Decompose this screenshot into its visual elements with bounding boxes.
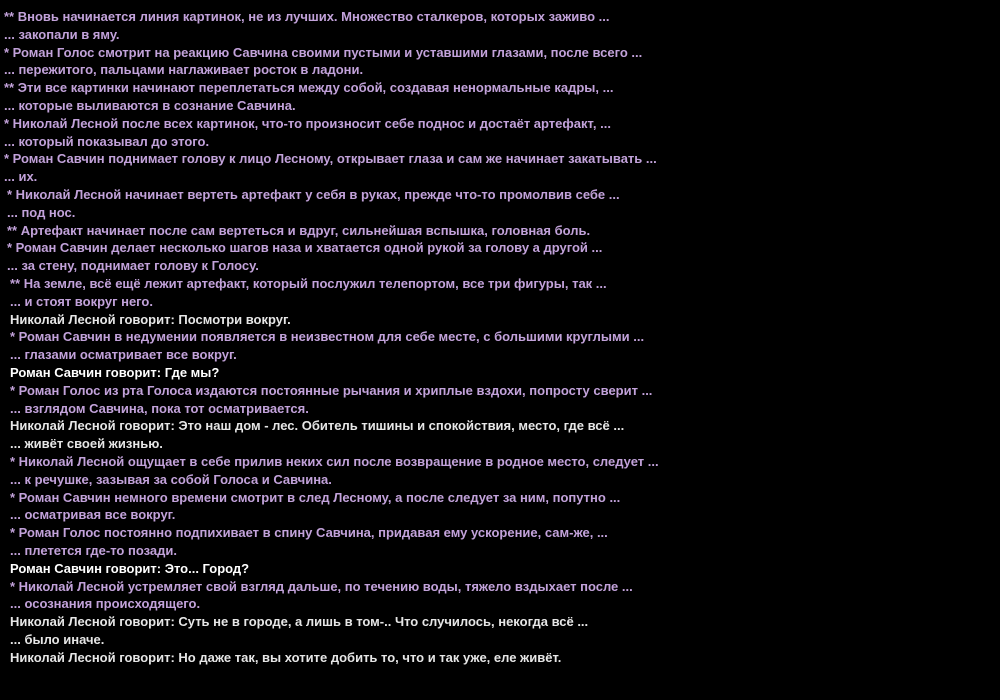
chat-line-action: * Николай Лесной устремляет свой взгляд дальше, по течению воды, тяжело вздыхает после ...: [10, 578, 633, 594]
chat-line-speech: Роман Савчин говорит: Это... Город?: [10, 560, 250, 576]
chat-line-action: ... который показывал до этого.: [4, 133, 210, 149]
chat-line-action: ... пережитого, пальцами наглаживает росток в ладони.: [4, 62, 364, 78]
chat-line-action: * Николай Лесной после всех картинок, что-то произносит себе поднос и достаёт артефакт, ...: [4, 115, 611, 131]
chat-line-action: * Роман Голос смотрит на реакцию Савчина своими пустыми и уставшими глазами, после всего ...: [4, 44, 643, 60]
chat-line-action: ** Эти все картинки начинают переплетаться между собой, создавая ненормальные кадры, ...: [4, 80, 614, 96]
chat-log: [0, 8, 1000, 666]
chat-line-action: ... под нос.: [7, 204, 76, 220]
chat-line-speech: Николай Лесной говорит: Но даже так, вы хотите добить то, что и так уже, еле живёт.: [10, 649, 562, 665]
chat-line-action: ... за стену, поднимает голову к Голосу.: [7, 258, 259, 274]
chat-line-action: * Роман Савчин немного времени смотрит в след Лесному, а после следует за ним, попутно ...: [10, 489, 621, 505]
chat-line-action: ... их.: [4, 169, 38, 185]
chat-line-action: ** Вновь начинается линия картинок, не из лучших. Множество сталкеров, которых заживо ...: [4, 9, 610, 24]
chat-line-action: ... плетется где-то позади.: [10, 542, 177, 558]
chat-line-action: * Роман Савчин поднимает голову к лицо Лесному, открывает глаза и сам же начинает закатывать ...: [4, 151, 657, 167]
chat-line-action: ... и стоят вокруг него.: [10, 293, 153, 309]
chat-line-action: ... закопали в яму.: [4, 26, 120, 42]
chat-line-action: * Роман Голос постоянно подпихивает в спину Савчина, придавая ему ускорение, сам-же, ...: [10, 525, 608, 541]
chat-line-action: * Роман Савчин в недумении появляется в неизвестном для себе месте, с большими круглыми ...: [10, 329, 645, 345]
chat-line-speech: Николай Лесной говорит: Суть не в городе, а лишь в том-.. Что случилось, некогда всё ...: [10, 614, 589, 630]
chat-line-speech: Николай Лесной говорит: Это наш дом - лес. Обитель тишины и спокойствия, место, где всё ...: [10, 418, 625, 434]
chat-line-action: * Роман Савчин делает несколько шагов наза и хватается одной рукой за голову а другой ...: [7, 240, 603, 256]
chat-line-action: * Роман Голос из рта Голоса издаются постоянные рычания и хриплые вздохи, попросту сверит ...: [10, 382, 653, 398]
chat-line-action: * Николай Лесной ощущает в себе прилив неких сил после возвращение в родное место, следует ...: [10, 453, 659, 469]
chat-line-action: ... к речушке, зазывая за собой Голоса и Савчина.: [10, 471, 332, 487]
chat-line-action: ... взглядом Савчина, пока тот осматривается.: [10, 400, 309, 416]
chat-line-action: ... которые выливаются в сознание Савчина.: [4, 97, 296, 113]
chat-line-speech: ... было иначе.: [10, 631, 105, 647]
chat-line-action: ... осознания происходящего.: [10, 596, 201, 612]
chat-line-action: ... осматривая все вокруг.: [10, 507, 176, 523]
chat-line-action: ... глазами осматривает все вокруг.: [10, 347, 237, 363]
chat-line-action: * Николай Лесной начинает вертеть артефакт у себя в руках, прежде что-то промолвив себе ...: [7, 186, 620, 202]
chat-line-action: ** Артефакт начинает после сам вертеться и вдруг, сильнейшая вспышка, головная боль.: [7, 222, 591, 238]
chat-line-speech: ... живёт своей жизнью.: [10, 436, 163, 452]
chat-line-speech: Роман Савчин говорит: Где мы?: [10, 364, 220, 380]
chat-line-action: ** На земле, всё ещё лежит артефакт, который послужил телепортом, все три фигуры, так ...: [10, 275, 607, 291]
chat-line-speech: Николай Лесной говорит: Посмотри вокруг.: [10, 311, 291, 327]
